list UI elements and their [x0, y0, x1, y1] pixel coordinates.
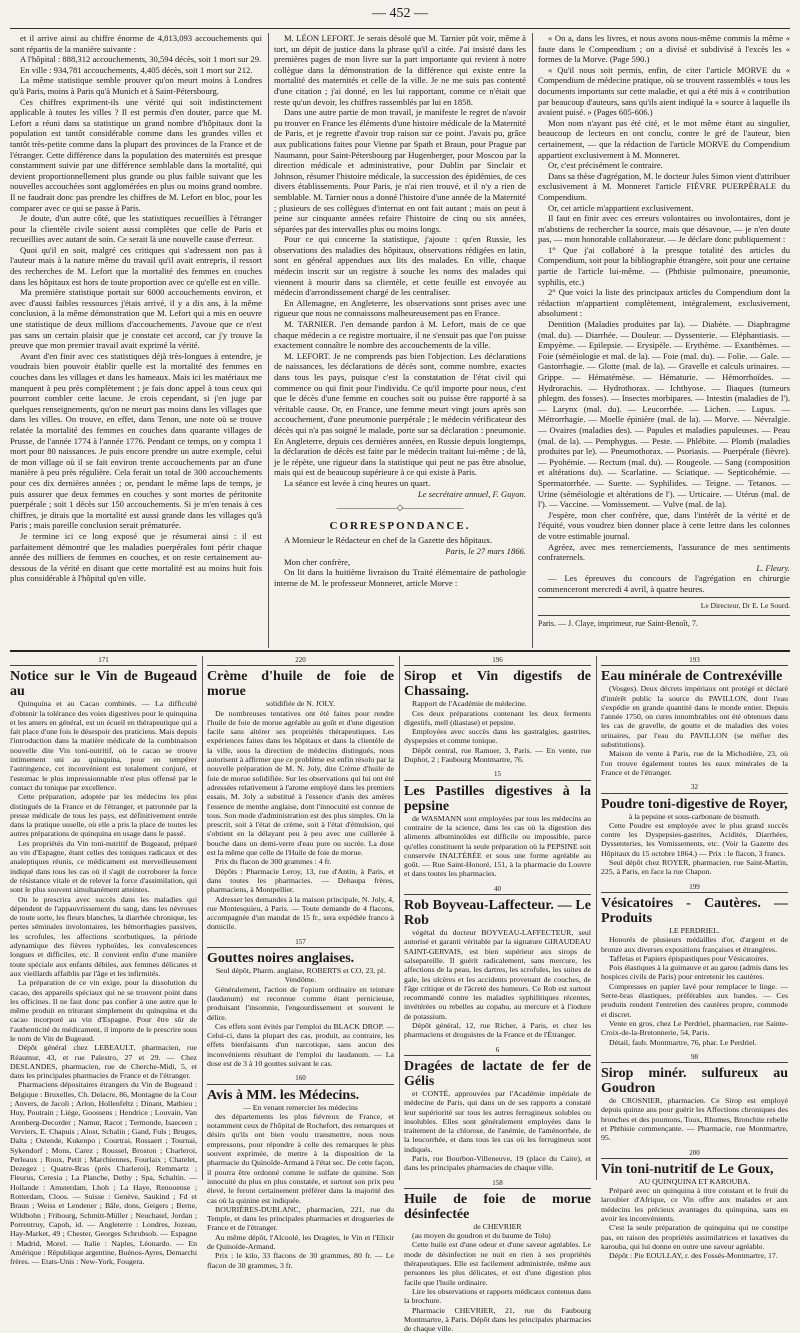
ad-number: 199 — [601, 883, 788, 893]
article-section — [10, 33, 790, 648]
secretary-signature: Le secrétaire annuel, F. Guyon. — [417, 488, 526, 499]
ornament-divider: ———————◇——————— — [336, 502, 464, 513]
ad-subtitle: Seul dépôt, Pharm. anglaise, ROBERTS et CO, 23, pl. Vendôme. — [215, 966, 386, 985]
column-1-text — [10, 33, 262, 584]
article-column-1 — [10, 33, 262, 648]
ad-column-4 — [601, 656, 788, 1261]
advertisements-section — [10, 656, 790, 1333]
ad-title: Eau minérale de Contrexéville — [601, 669, 783, 685]
paragraph: La séance est levée à cinq heures un quart. — [284, 477, 431, 488]
ad-paragraph: Prix du flacon de 300 grammes : 4 fr. — [215, 857, 332, 867]
paragraph: Mon nom n'ayant pas été cité, et le mot même étant au singulier, beaucoup de lecteurs en ont conclu, contre le gré de l'auteur, bien certainement, — que la rédaction de l'article MORVE du Compendium appartient exclusivement à M. Monneret. — [538, 117, 790, 160]
ad-number: 6 — [404, 1046, 591, 1056]
ad-paragraph: Employées avec succès dans les gastralgies, gastrites, dyspepsies et comme tonique. — [404, 727, 591, 746]
paragraph: 1° Que j'ai collaboré à la presque totalité des articles du Compendium, soit pour la bibliographie étrangère, soit pour une certaine partie de l'article lui-même. — (Phthisie pulmonaire, pneumonie, syphilis, etc.) — [538, 244, 790, 287]
ad-paragraph: et CONTÉ, approuvées par l'Académie impériale de médecine de Paris, qui dans un de ses rapports a constaté leur supériorité sur tous les autres ferrugineux solubles ou insolubles. Elles sont généralement employées dans le traitement de la chlorose, de l'anémie, de l'aménorrhée, de la leucorrhée, et dans tous les cas où les ferrugineux sont indiqués. — [404, 1088, 591, 1154]
ad-title: Notice sur le Vin de Bugeaud au — [10, 669, 197, 700]
ad-paragraph: Seul dépôt chez ROYER, pharmacien, rue Saint-Martin, 225, à Paris, en face la rue Chapon. — [601, 858, 788, 877]
director-line: Le Directeur, Dr E. Le Sourd. — [700, 601, 790, 611]
letter-addressee: A Monsieur le Rédacteur en chef de la Gazette des hôpitaux. — [284, 535, 493, 546]
paragraph: Or, cet article m'appartient exclusivement. — [548, 202, 694, 213]
ad-paragraph: (Vosges). Deux décrets impériaux ont protégé et déclaré d'intérêt public la source du PAVILLON, dont l'eau s'expédie en grande quantité dans le monde entier. Depuis l'année 1750, on cures innombrables ont été obtenues dans les cas de gravelle, de goutte et de maladies des voies urinaires, par l'eau du PAVILLON (se méfier des substitutions). — [601, 684, 788, 750]
advertisement — [601, 883, 788, 1047]
ad-number: 157 — [207, 938, 394, 948]
ad-paragraph: Dépôt général, 12, rue Richer, à Paris, et chez les pharmaciens et droguistes de la France et de l'Étranger. — [404, 1021, 591, 1040]
ad-paragraph: Vente en gros, chez Le Perdriel, pharmacien, rue Sainte-Croix-de-la-Bretonnerie, 54, Paris. — [601, 1018, 788, 1038]
paragraph: Dans une autre partie de mon travail, je manifeste le regret de n'avoir pu trouver en France les éléments d'une histoire médicale de la Maternité de Paris, et je regrette d'avoir trop raison sur ce point. J'avais pu, grâce aux publications faites pour Vienne par Spath et Braun, pour Prague par Naumann, pour Saint-Pétersbourg par Hugenberger, pour Moscou par la direction médicale et administrative, pour Dublin par Sinclair et Johnson, résumer l'histoire médicale, la succession des épidémies, de ces divers établissements. Pour Paris, je n'ai rien trouvé, et il n'y a rien de semblable. M. Tarnier nous a donné l'histoire d'une année de la Maternité ; plusieurs de ses collègues d'internat en ont fait autant ; mais on peut à peine sur cinquante années refaire l'histoire de cinq ou six années, séparées par des intervalles plus ou moins longs. — [274, 107, 526, 234]
advertisement — [601, 783, 788, 876]
footer-rule — [538, 615, 790, 616]
ad-paragraph: des départements les plus fiévreux de France, et notamment ceux de l'hôpital de Rochefort, des remarques et désirs qu'ils ont bien voulu transmettre, nous nous empressons, pour répondre à celle des remarques le plus souvent exprimée, de mettre à la disposition de la pharmacie du Quinoïde-Armand à l'état sec. De cette façon, il pourra être ordonné comme le sulfate de quinine. Son innocuité du plus en plus constatée, et surtout son prix peu élevé, le feront certainement préférer dans la majorité des cas où la quinine est indiquée. — [207, 1111, 394, 1205]
paragraph: « Qu'il nous soit permis, enfin, de citer l'article MORVE du « Compendium de médecine pratique, où se trouvent rassemblés « tous les documents importants sur cette maladie, et qui a été mis à « contribution par beaucoup d'auteurs, sans qu'ils aient indiqué la « source à laquelle ils avaient puisé. » (Pages 605-606.) — [538, 64, 790, 118]
paragraph: et il arrive ainsi au chiffre énorme de 4,813,093 accouchements qui sont répartis de la manière suivante : — [10, 33, 262, 54]
ad-subtitle: de CHEVRIER — [473, 1221, 522, 1231]
paragraph: En Allemagne, en Angleterre, les observations sont prises avec une rigueur que nous ne connaissons malheureusement pas en France. — [274, 297, 526, 319]
ad-paragraph: Rapport de l'Académie de médecine. — [412, 699, 527, 709]
advertisement — [404, 885, 591, 1040]
ad-paragraph: Dépôts : Pharmacie Leroy, 13, rue d'Antin, à Paris, et dans toutes les pharmacies. — Dehaupa frères, pharmaciens, à Montpellier. — [207, 866, 394, 895]
paragraph: A l'hôpital : 888,312 accouchements, 30,594 décès, soit 1 mort sur 29. — [20, 54, 262, 65]
letter-salutation: Mon cher confrère, — [284, 556, 351, 567]
column-3-text — [538, 33, 790, 563]
paragraph: J'espère, mon cher confrère, que, dans l'intérêt de la vérité et de l'équité, vous voudrez bien donner place à cette lettre dans les colonnes de votre estimable journal. — [538, 509, 790, 541]
ad-paragraph: Cette Poudre est employée avec le plus grand succès contre les Dyspepsies-gastrites, Acidités, Diarrhées, Dyssenteries, les Vomissements, etc. (Voir la Gazette des Hôpitaux du 15 octobre 1864.) — Prix : le flacon, 3 francs. — [601, 820, 788, 858]
ad-column-3 — [404, 656, 591, 1333]
ad-title: Vésicatoires - Cautères. — Produits — [601, 895, 788, 926]
ad-paragraph: de WASMANN sont employées par tous les médecins au contraire de la science, dans les cas où la digestion des aliments albuminoïdes est difficile ou impossible, parce qu'elles constituent la seule préparation où la PEPSINE soit conservée INALTÉRÉE et sous une forme agréable au goût. — Rue Saint-Honoré, 151, à la pharmacie du Louvre et dans toutes les pharmacies. — [404, 813, 591, 879]
ad-paragraph: De nombreuses tentatives ont été faites pour rendre l'huile de foie de morue agréable au goût et d'une digestion facile sans altérer ses propriétés thérapeutiques. Les expériences faites dans les hôpitaux et dans la clientèle de la ville, sous la direction de médecins distingués, nous autorisent à affirmer que ce problème est enfin résolu par la nouvelle préparation de M. N. Joly, dite Crème d'huile de foie de morue solidifiée. Sur les observations qui lui ont été adressées relativement à l'arome employé dans les premiers essais, M. Joly a substitué à l'essence d'anis des amères l'essence de menthe anglaise, dont l'innocuité est connue de tous. Son mode d'administration est des plus simples. On la prescrit, soit à l'état de crème, soit à l'état d'émulsion, qui s'obtient en la délayant peu à peu avec une cuillerée à bouche dans un demi-verre d'eau pure ou sucrée. La dose est la même que celle de l'Huile de foie de morue. — [207, 708, 394, 858]
advertisement — [601, 656, 788, 777]
column-divider — [596, 656, 597, 1180]
column-divider — [202, 656, 203, 1180]
letter-date: Paris, le 27 mars 1866. — [445, 545, 526, 556]
ad-paragraph: Pharmaciens dépositaires étrangers du Vin de Bugeaud : Belgique : Bruxelles, Ch. Delacre, 86, Montagne de la Cour ; Anvers, de Jacoli ; Arlon, Hollenfeltz ; Dinant, Mathieu ; Huy, Poutrain ; Liége, Goossens ; Hendrice ; Louvain, Van Arenberg-Decorder ; Namur, Racot ; Termonde, Isaeceen ; Verviers, E. Chapuis ; Alost, Schalin ; Gand, Fuls ; Bruges, Dalta ; Ostende, Kukenpo ; Courtrai, Rossaert ; Tournai, Sykendorf ; Mons, Carez ; Roussel, Broston ; Charleroi, Perleaux ; Roux, Petit ; Marchiennes, Fourlaix ; Chatelet, Dezegez ; Quatre-Bras (près Charleroi), Remmartz ; Fleurus, Ceresia ; La Planche, Dethy ; Spa, Schaltin. — Hollande : Amsterdam, Lhoh ; La Haye, Renooense ; Rotterdam, Cloos. — Suisse : Genève, Saukind ; Fd et Braun ; Weiss et Lendener ; Bâle, dons, Geigers ; Berne, Wildbohn ; Fribourg, Schmitt-Müller ; Neuchatel, Jordan ; Porrentruy, Capoh, id. — Angleterre : Londres, Jozeau, Hay-Market, 49 ; Chester, Georges Schrubsob. — Espagne : Madrid, Morel. — Italie : Naples, Léonardo. — En Amérique : République argentine, Buénos-Ayres, Demarchi frères. — Etats-Unis : New-York, Fougera. — [10, 1080, 197, 1267]
ad-paragraph: Lire les observations et rapports médicaux contenus dans la brochure. — [404, 1286, 591, 1306]
ad-paragraph: Pharmacie CHEVRIER, 21, rue du Faubourg Montmartre, à Paris. Dépôt dans les principales pharmacies de chaque ville. — [404, 1305, 591, 1333]
ad-title: Rob Boyveau-Laffecteur. — Le Rob — [404, 898, 591, 929]
ad-subtitle: solidifiée de N. JOLY. — [265, 699, 336, 709]
ad-paragraph: On le prescrira avec succès dans les maladies qui dépendent de l'appauvrissement du sang, dans les névroses de toute sorte, les fleurs blanches, la diarrhée chronique, les pertes séminales involontaires, les hémorrhagies passives, les scrofules, les affections scorbutiques, la période adynamique des fièvres typhoïdes, les convalescences longues et difficiles, etc. Il convient enfin d'une manière toute spéciale aux enfants débiles, aux femmes délicates et aux vieillards affaiblis par l'âge et les infirmités. — [10, 894, 197, 978]
advertisement — [404, 656, 591, 764]
ad-paragraph: végétal du docteur BOYVEAU-LAFFECTEUR, seul autorisé et garanti véritable par la signature GIRAUDEAU SAINT-GERVAIS, est bien supérieur aux sirops de salsepareille. Il guérit radicalement, sans mercure, les affections de la peau, les dartres, les scrofules, les suites de gale, les ulcères et les accidents provenant de couches, de l'âge critique et de l'âcreté des humeurs. Ce Rob est surtout recommandé contre les maladies syphilitiques récentes, invétérées ou rebelles au copahu, au mercure et à l'iodure de potassium. — [404, 928, 591, 1021]
ad-paragraph: Adresser les demandes à la maison principale, N. Joly, 4, rue Montesquieu, à Paris. — Toute demande de 4 flacons, accompagnée d'un mandat de 15 fr., sera expédiée franco à domicile. — [207, 894, 394, 932]
agregation-note: — Les épreuves du concours de l'agrégation en chirurgie commenceront mercredi 4 avril, à quatre heures. — [538, 573, 790, 594]
ad-paragraph: Cette préparation, adoptée par les médecins les plus distingués de la France et de l'étranger, et patronnée par la presse médicale de tous les pays, est définitivement entrée dans la pratique usuelle, où elle a pris la place de toutes les autres préparations de quinquina en usage dans le passé. — [10, 792, 197, 839]
ad-subtitle: — En venant remercier les médecins — [243, 1102, 358, 1112]
letter-signature: L. Fleury. — [756, 562, 790, 573]
advertisement — [207, 656, 394, 932]
article-column-2 — [274, 33, 526, 648]
column-2-text — [274, 33, 526, 489]
ad-paragraph: Cette huile est d'une odeur et d'une saveur agréables. Le mode de désinfection ne nuit en rien à ses propriétés thérapeutiques. Elle est facilement administrée, même aux personnes les plus délicates, et est d'une digestion plus facile que l'huile ordinaire. — [404, 1240, 591, 1287]
ad-paragraph: de CROSNIER, pharmacien. Ce Sirop est employé depuis quinze ans pour guérir les Affections chroniques des bronches et des poumons, Toux, Rhumes, Bronchite rebelle et Phthisie commençante. — Pharmacie, rue Montmartre, 95. — [601, 1096, 788, 1143]
paragraph: « On a, dans les livres, et nous avons nous-même commis la même « faute dans le Compendium ; on a divisé et subdivisé à l'excès les « formes de la Morve. (Page 590.) — [538, 33, 790, 65]
ad-title: Gouttes noires anglaises. — [207, 951, 355, 967]
ad-number: 160 — [207, 1074, 394, 1084]
paragraph: Agréez, avec mes remerciements, l'assurance de mes sentiments confraternels. — [538, 541, 790, 563]
ad-paragraph: Au même dépôt, l'Alcoolé, les Dragées, le Vin et l'Elixir de Quinoïde-Armand. — [207, 1232, 394, 1252]
advertisement — [404, 1046, 591, 1173]
ad-title: Avis à MM. les Médecins. — [207, 1087, 360, 1103]
page-number: — 452 — — [372, 6, 428, 21]
ad-paragraph: Généralement, l'action de l'opium ordinaire en teinture (laudanum) est reconnue comme étant pernicieuse, produisant l'insomnie, l'engourdissement et souvent le délire. — [207, 984, 394, 1022]
ad-paragraph: Dépôt général chez LEBEAULT, pharmacien, rue Réaumur, 43, et rue Palestro, 27 et 29. — Chez DESLANDES, pharmacien, rue de Cherche-Midi, 5, et dans les principales pharmacies de France et de l'étranger. — [10, 1043, 197, 1081]
ad-title: Sirop et Vin digestifs de Chassaing. — [404, 669, 591, 700]
ad-paragraph: Les propriétés du Vin toni-nutritif de Bugeaud, préparé au vin d'Espagne, étant celles des toniques radicaux et des analeptiques réunis, ce médicament est merveilleusement indiqué dans tous les cas où il s'agit de corroborer la force de résistance vitale et de relever la force d'assimilation, qui sont le plus souvent simultanément atteintes. — [10, 838, 197, 895]
advertisement — [404, 770, 591, 878]
paragraph: M. LEFORT. Je ne comprends pas bien l'objection. Les déclarations de naissances, les déclarations de décès sont, comme nombre, exactes dans tous les pays, puisque c'est la constatation de l'état civil qui commence ou qui finit pour l'individu. Ce qu'il importe pour nous, c'est que le décès d'une femme en couches soit ou puisse être rapporté à sa véritable cause. Or, en France, une femme meurt vingt jours après son accouchement, d'une pneumonie puerpérale ; le médecin vérificateur des décès qui n'a pas soigné le malade, porte sur sa déclaration : pneumonie. En Angleterre, depuis ces dernières années, en Russie depuis longtemps, la déclaration de décès est faite par le médecin traitant lui-même ; de là, je le répète, une rigueur dans la statistique qui peut ne pas être absolue, mais qui est de beaucoup supérieure à ce qui existe à Paris. — [274, 350, 526, 478]
paragraph: Je termine ici ce long exposé que je résumerai ainsi : il est parfaitement démontré que les maladies puerpérales font périr chaque année des milliers de femmes en couches, et on reste certainement au-dessous de la vérité en disant que cette mortalité est au moins huit fois plus considérable à l'hôpital qu'en ville. — [10, 530, 262, 584]
ad-title: Vin toni-nutritif de Le Goux, — [601, 1161, 774, 1177]
ad-title: Huile de foie de morue désinfectée — [404, 1191, 591, 1222]
ad-number: 32 — [601, 783, 788, 793]
ad-title: Crème d'huile de foie de morue — [207, 669, 394, 700]
ad-number: 171 — [10, 656, 197, 666]
ad-paragraph: La préparation de ce vin exige, pour la dissolution du cacao, des appareils spéciaux qui ne se trouvent point dans les officines. Il ne faut donc pas confier à une autre que le même produit en triturant simplement du quinquina et du cacao incorporé au vin d'Espagne. Pour être sûr de l'authenticité du médicament, il importe de le prescrire sous le nom de Vin de Bugeaud. — [10, 978, 197, 1043]
ad-number: 220 — [207, 656, 394, 666]
ad-subtitle: AU QUINQUINA ET KAROUBA. — [638, 1176, 751, 1186]
paragraph: Dentition (Maladies produites par la). — Diabète. — Diaphragme (mal. du). — Diarrhée. — Douleur. — Dyssenterie. — Eléphantiasis. — Empyème. — Epilepsie. — Erysipèle. — Erythème. — Exanthèmes. — Foie (séméiologie et mal. de la). — Foie (mal. du). — Folie. — Gale. — Gastorrhagie. — Glotte (mal. de la). — Gravelle et calculs urinaires. — Grippe. — Hématémèse. — Hématurie. — Hémorrhoïdes. — Hydrorachis. — Hydrothorax. — Ichthyose. — Iliaques (tumeurs phlegm. des fosses). — Insectes morbipares. — Intestin (maladies de l'). — Larynx (mal. du). — Leucorrhée. — Lichen. — Lupus. — Métrorrhagie. — Moelle épinière (mal. de la). — Morve. — Névralgie. — Ovaires (maladies des). — Papules et maladies papuleuses. — Peau (mal. de la). — Pemphygus. — Peste. — Phlébite. — Plomb (maladies produites par le). — Pneumothorax. — Psoriasis. — Puerpérale (fièvre). — Pyohémie. — Rectum (mal. du). — Rougeole. — Sang (composition et altérations du). — Scarlatine. — Sciatique. — Septicohémie. — Spermatorrhée. — Suette. — Syphilides. — Teigne. — Tetanos. — Urine (séméiologie et altérations de l'). — Urticaire. — Utérus (mal. de l'). — Vaccine. — Vomissement. — Vulve (mal. de la). — [538, 319, 790, 510]
ad-column-2 — [207, 656, 394, 1270]
advertisement — [601, 1053, 788, 1143]
ad-title: Sirop minér. sulfureux au Goudron — [601, 1066, 788, 1097]
paragraph: Ma première statistique portait sur 6000 accouchements environ, et avec d'aussi faibles ressources j'étais arrivé, il y a dix ans, à la même conclusion, à la même démonstration que M. Lefort qui a mis en oeuvre une statistique de deux millions d'accouchements. J'avoue que ce n'est pas sans un certain plaisir que je constate cet accord, car j'y trouve la preuve que mon premier travail avait exprimé la vérité. — [10, 287, 262, 351]
paragraph: Il faut en finir avec ces erreurs volontaires ou involontaires, dont je m'abstiens de rechercher la source, mais que désavoue, — je n'en doute pas, — mon honorable collaborateur. — Je déclare donc publiquement : — [538, 213, 790, 245]
column-divider — [268, 33, 269, 648]
ad-paragraph: Maison de vente à Paris, rue de la Michodière, 23, où l'on trouve également toutes les eaux minérales de la France et de l'étranger. — [601, 749, 788, 777]
ad-paragraph: Dépôt : Pie EOULLAY, r. des Fossés-Montmartre, 17. — [609, 1251, 778, 1261]
article-column-3 — [538, 33, 790, 648]
ad-paragraph: Taffetas et Papiers épispastiques pour Vésicatoires. — [609, 953, 769, 963]
ad-paragraph: Dépôt central, rue Ramuer, 3, Paris. — En vente, rue Duphot, 2 ; Faubourg Montmartre, 76. — [404, 745, 591, 765]
ad-paragraph: Ces deux préparations contenant les deux ferments digestifs, mell (diastase) et pepsine. — [404, 708, 591, 727]
paragraph: Dans sa thèse d'agrégation, M. le docteur Jules Simon vient d'attribuer exclusivement à M. Monneret l'article FIÈVRE PUERPÉRALE du Compendium. — [538, 170, 790, 202]
ad-paragraph: Prix : le kilo, 33 flacons de 30 grammes, 80 fr. — Le flacon de 30 grammes, 3 fr. — [207, 1251, 394, 1270]
ad-paragraph: BOURIÈRES-DUBLANC, pharmacien, 221, rue du Temple, et dans les principales pharmacies et drogueries de France et de l'étranger. — [207, 1204, 394, 1233]
ad-number: 200 — [601, 1149, 788, 1159]
ad-paragraph: Paris, rue Bourbon-Villeneuve, 19 (place du Caire), et dans les principales pharmacies de chaque ville. — [404, 1153, 591, 1173]
advertisement — [207, 1074, 394, 1270]
paragraph: M. LÉON LEFORT. Je serais désolé que M. Tarnier pût voir, même à tort, un dépit de justice dans la phrase qu'il a citée. J'ai insisté dans les premières pages de mon livre sur la part importante qui revient à notre collègue dans la démonstration de la différence qui existe entre la mortalité des maternités et celle de la ville. Je ne me suis pas contenté d'une citation ; j'ai donné, en les lui rapportant, comme ce n'était que reste qu'un devoir, les chiffres rassemblés par lui en 1858. — [274, 33, 526, 107]
printer-line: Paris. — J. Claye, imprimeur, rue Saint-Benoît, 7. — [538, 619, 698, 629]
ad-number: 40 — [404, 885, 591, 895]
ad-title: Les Pastilles digestives à la pepsine — [404, 783, 591, 814]
ad-paragraph: Détail, faub. Montmartre, 76, phar. Le Perdriel. — [609, 1037, 757, 1047]
paragraph: En ville : 934,781 accouchements, 4,405 décès, soit 1 mort sur 212. — [20, 64, 253, 75]
paragraph: Pour ce qui concerne la statistique, j'ajoute : qu'en Russie, les observations des maladies des hôpitaux, observations rédigées en latin, sont en général appendues aux lits des malades. En ville, chaque médecin inscrit sur un registre à souche les noms des malades qui viennent à mourir dans sa clientèle, et cette feuille est envoyée au médecin d'arrondissement chargé de les centraliser. — [274, 234, 526, 298]
letter-body: On lit dans la huitième livraison du Traité élémentaire de pathologie interne de M. le professeur Monneret, article Morve : — [274, 567, 526, 588]
ad-paragraph: (au moyen du goudron et du baume de Tolu) — [412, 1231, 551, 1241]
correspondence-title: CORRESPONDANCE. — [329, 519, 471, 532]
paragraph: Quoi qu'il en soit, malgré ces critiques qui s'adressent non pas à l'auteur mais à la nature même du travail qu'il avait entrepris, il ressort des recherches de M. Lefort que la mortalité des femmes en couches dans les hôpitaux est hors de toute proportion avec ce qu'elle est en ville. — [10, 244, 262, 287]
advertisement — [404, 1179, 591, 1333]
paragraph: Ces chiffres expriment-ils une vérité qui soit indistinctement applicable à toutes les villes ? Il est permis d'en douter, parce que M. Lefort a réuni dans sa statistique un grand nombre d'hôpitaux dont la population est tantôt considérable comme dans les grandes villes et tantôt très-petite comme dans la plupart des provinces de la France et de l'étranger. Cette différence dans la population des maternités est presque constamment suivie par une différence semblable dans la mortalité, qui devient proportionnellement plus grande ou plus faible suivant que les nouvelles accouchées sont agglomérées en plus ou moins grand nombre. Il ne faudrait donc pas prendre les chiffres de M. Lefort en bloc, pour les comparer avec ce qui se passe à Paris. — [10, 96, 262, 213]
column-divider — [399, 656, 400, 1180]
paragraph: Je doute, d'un autre côté, que les statistiques recueillies à l'étranger pour la clientèle civile soient aussi complètes que celle de Paris et recueillies avec autant de soin. Ce serait là une nouvelle cause d'erreur. — [10, 213, 262, 245]
column-divider — [532, 33, 533, 648]
ad-subtitle: à la pepsine et sous-carbonate de bismuth. — [628, 811, 761, 821]
advertisement-divider — [10, 650, 790, 652]
ad-paragraph: C'est la seule préparation de quinquina qui ne constipe pas, en raison des propriétés assimilatrices et laxatives du karouba, qui lui donne en outre une saveur agréable. — [601, 1223, 788, 1251]
ad-number: 158 — [404, 1179, 591, 1189]
ad-title: Dragées de lactate de fer de Gélis — [404, 1058, 591, 1089]
advertisement — [10, 656, 197, 1266]
ad-subtitle: LE PERDRIEL. — [669, 925, 720, 935]
ad-number: 15 — [404, 770, 591, 780]
ad-paragraph: Compresses en papier lavé pour remplacer le linge. — Serre-bras élastiques, préférables aux bandes. — Ces produits rendent l'entretien des cautères propre, commode et discret. — [601, 981, 788, 1019]
ad-number: 193 — [601, 656, 788, 666]
paragraph: M. TARNIER. J'en demande pardon à M. Lefort, mais de ce que chaque médecin a ce registre mortuaire, il ne s'ensuit pas que l'on puisse exactement connaître le nombre des accouchements de la ville. — [274, 319, 526, 351]
ad-column-1 — [10, 656, 197, 1267]
ad-paragraph: Pois élastiques à la guimauve et au garou (admis dans les hospices civils de Paris) pour entretenir les cautères. — [601, 963, 788, 982]
ad-number: 196 — [404, 656, 591, 666]
footer-rule — [538, 597, 790, 598]
ad-number: 98 — [601, 1053, 788, 1063]
ad-paragraph: Préparé avec un quinquina à titre constant et le fruit du laroubier d'Afrique, ce Vin offre aux malades et aux médecins les précieux avantages du quinquina, sans en avoir les inconvénients. — [601, 1186, 788, 1224]
advertisement — [207, 938, 394, 1069]
ad-title: Poudre toni-digestive de Royer, — [601, 796, 788, 812]
paragraph: Or, c'est précisément le contraire. — [548, 160, 663, 171]
paragraph: La même statistique semble prouver qu'on meurt moins à Londres qu'à Paris, moins à Paris qu'à Munich et à Saint-Pétersbourg. — [10, 75, 262, 96]
ad-paragraph: Quinquina et au Cacao combinés. — La difficulté d'obtenir la tolérance des voies digestives pour le quinquina et les amers en général, est un écueil en thérapeutique qui a fait place d'une fois le désespoir des praticiens. Mais depuis l'introduction dans la matière médicale de la combinaison nouvelle dite Vin toni-nutritif, où le cacao se trouve intimement uni au quinquina, pour en tempérer l'astringence, cet inconvénient est totalement conjuré, et l'estomac le plus impressionnable n'est plus offensé par le contact du tonique par excellence. — [10, 699, 197, 792]
paragraph: Avant d'en finir avec ces statistiques déjà très-longues à entendre, je voudrais bien pouvoir établir quelle est la mortalité des femmes en couches dans les villages et dans les hameaux. Mais ici les matériaux me manquent à peu près complètement ; je fais donc appel à tous ceux qui pourront combler cette lacune. Je crois cependant, si j'en juge par quelques renseignements, qu'on ne meurt pas moins dans les villages que dans les villes. On trouve, en effet, dans Tenon, une note où se trouve relatée la mortalité des femmes en couches dans quarante villages de Prusse, de l'année 1774 à l'année 1776. Pendant ce temps, on y compta 1 mort pour 80 naissances. Je puis encore prendre un autre exemple, celui de mon village où il se fait environ trente accouchements par an d'une manière à peu près régulière. Cela ferait un total de 300 accouchements pour ces dix dernières années ; or, pendant le même laps de temps, je puis assurer que deux femmes en couches y sont mortes de péritonite puerpérale ; soit 1 décès sur 150 accouchements. Si je m'en tenais à ces chiffres, je dirais que la mortalité est aussi grande dans les villages qu'à Paris ; mais pareille conclusion serait prématurée. — [10, 350, 262, 531]
top-rule — [10, 28, 790, 29]
advertisement — [601, 1149, 788, 1261]
ad-paragraph: Ces effets sont évités par l'emploi du BLACK DROP. — Celui-ci, dans la plupart des cas, produit, au contraire, les effets bienfaisants d'un narcotique, sans aucun des inconvénients résultant de l'emploi du laudanum. — La dose est de 3 à 10 gouttes suivant le cas. — [207, 1021, 394, 1068]
paragraph: 2° Que voici la liste des principaux articles du Compendium dont la rédaction m'appartient complètement, intégralement, exclusivement, absolument : — [538, 287, 790, 319]
ad-paragraph: Honorés de plusieurs médailles d'or, d'argent et de bronze aux diverses expositions françaises et étrangères. — [601, 935, 788, 954]
